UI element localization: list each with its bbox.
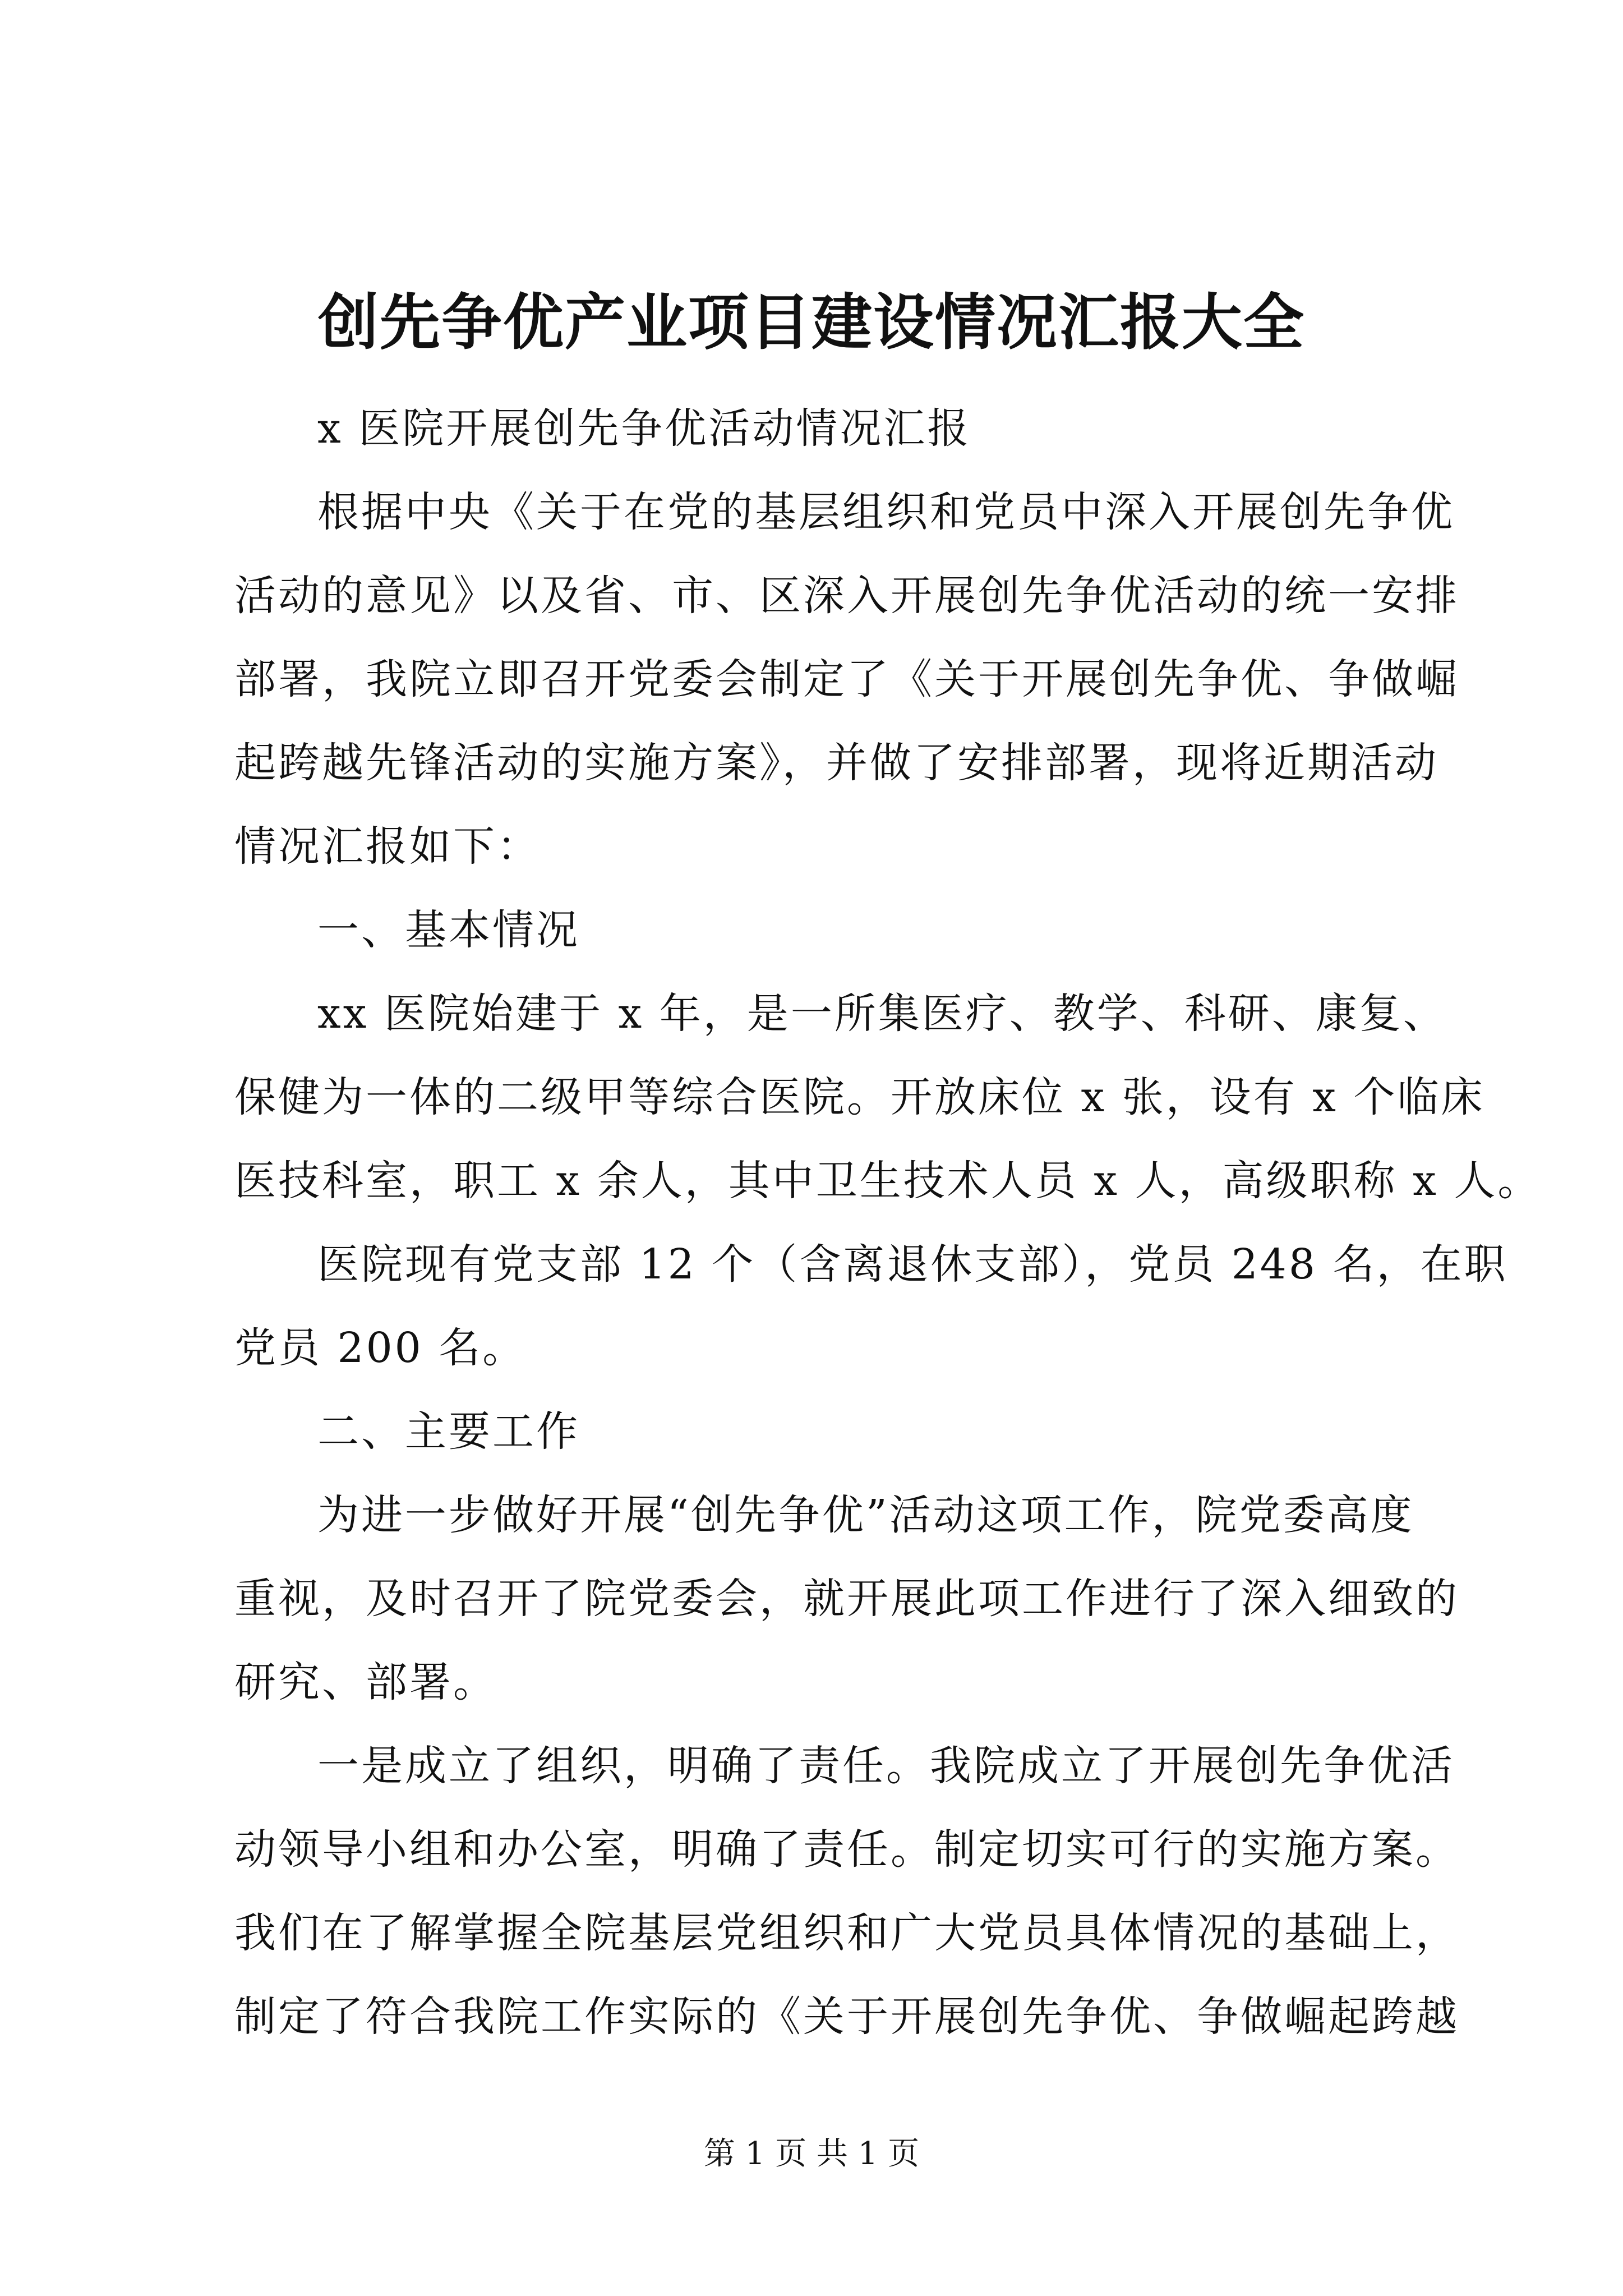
body-line: x 医院开展创先争优活动情况汇报 — [317, 404, 971, 453]
body-line: 医院现有党支部 12 个（含离退休支部），党员 248 名，在职 — [317, 1240, 1508, 1289]
body-line: 起跨越先锋活动的实施方案》，并做了安排部署，现将近期活动 — [234, 739, 1438, 787]
section-heading: 二、主要工作 — [317, 1407, 580, 1456]
body-line: 制定了符合我院工作实际的《关于开展创先争优、争做崛起跨越 — [234, 1993, 1459, 2041]
body-line: 保健为一体的二级甲等综合医院。开放床位 x 张，设有 x 个临床 — [234, 1073, 1485, 1121]
body-line: 医技科室，职工 x 余人，其中卫生技术人员 x 人，高级职称 x 人。 — [234, 1157, 1542, 1205]
body-line: 根据中央《关于在党的基层组织和党员中深入开展创先争优 — [317, 488, 1455, 536]
document-title: 创先争优产业项目建设情况汇报大全 — [317, 287, 1305, 358]
page-footer: 第 1 页 共 1 页 — [703, 2136, 920, 2172]
body-line: 一是成立了组织，明确了责任。我院成立了开展创先争优活 — [317, 1742, 1455, 1790]
body-line: 情况汇报如下： — [234, 822, 541, 871]
section-heading: 一、基本情况 — [317, 906, 580, 954]
body-line: 研究、部署。 — [234, 1658, 497, 1706]
body-line: 部署，我院立即召开党委会制定了《关于开展创先争优、争做崛 — [234, 655, 1459, 703]
body-line: 活动的意见》以及省、市、区深入开展创先争优活动的统一安排 — [234, 572, 1459, 620]
body-line: xx 医院始建于 x 年，是一所集医疗、教学、科研、康复、 — [317, 990, 1447, 1038]
document-body — [234, 387, 1542, 2059]
body-line: 党员 200 名。 — [234, 1324, 527, 1372]
body-line: 动领导小组和办公室，明确了责任。制定切实可行的实施方案。 — [234, 1825, 1459, 1874]
body-line: 我们在了解掌握全院基层党组织和广大党员具体情况的基础上， — [234, 1909, 1459, 1957]
body-line: 重视，及时召开了院党委会，就开展此项工作进行了深入细致的 — [234, 1575, 1459, 1623]
body-line: 为进一步做好开展“创先争优”活动这项工作，院党委高度 — [317, 1491, 1414, 1539]
